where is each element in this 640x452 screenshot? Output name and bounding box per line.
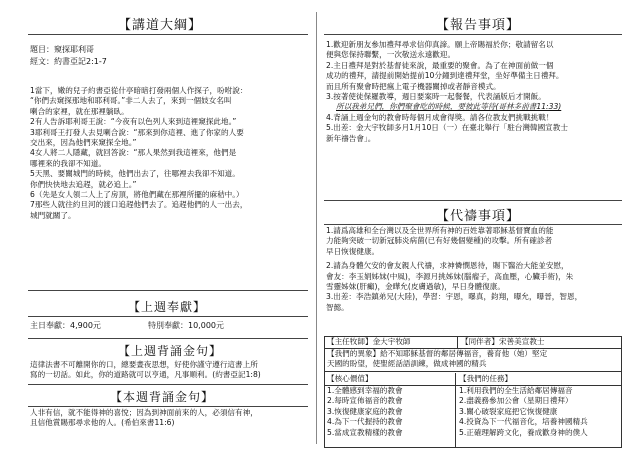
this-week-verse-header: 【本週背誦金句】	[110, 390, 215, 404]
divider	[28, 384, 308, 385]
special-offering-label: 特別奉獻：	[148, 321, 188, 330]
mission-item: 1.利用我們的全生活給鄰居傳福音	[459, 386, 573, 395]
list-header-divider	[325, 385, 621, 386]
passage-line: 喇合的家裡，就在那裡躺臥。	[30, 106, 129, 116]
prayer-line: 力能夠突破一切新冠肺炎病菌(已有好幾個變種)的攻擊。所有確診者	[326, 236, 553, 246]
announcements-header: 【報告事項】	[436, 18, 521, 33]
passage-line: 5天黑、要關城門的時候，他們出去了，往哪裡去我卻不知道。	[30, 169, 240, 179]
announcement-line: 4.背誦上週金句的教會時每個月成會得獎。請各位教友們挑戰挑戰！	[326, 112, 554, 122]
offering-header: 【上週奉獻】	[128, 300, 207, 314]
vision-line: 給不知耶穌基督的鄰居傳福音，養育他（她）堅定	[380, 349, 548, 358]
pastor-label: 【主任牧師】	[327, 337, 373, 346]
prayer-line: 會友：李玉娟姊妹(中風)，李源月挑姊妹(腦瘤子，高血壓，心臟手術)，朱	[326, 271, 574, 281]
passage-line: 3耶利哥王打發人去見喇合說：“那來到你這裡、進了你家的人要	[30, 127, 244, 137]
prayer-list	[326, 226, 582, 313]
announcement-line: 成功的禮拜，請提前開始提前10分鐘到達禮拜堂，坐好準備主日禮拜。	[326, 71, 564, 81]
divider	[324, 200, 622, 201]
core-values-header: 【核心價值】	[327, 374, 373, 383]
mission-item: 5.正確理解跨文化，養成歡身神的僕人	[459, 427, 588, 437]
passage-line: 哪裡來的我卻不知道。	[30, 158, 106, 168]
coworker	[461, 337, 545, 347]
sunday-offering	[30, 320, 101, 331]
passage-line: 4女人將二人隱藏，就回答說：“那人果然到我這裡來，他們是	[30, 148, 237, 158]
sermon-scripture: 經文：約書亞記2:1-7	[30, 57, 107, 66]
passage-line: 你們快快地去追趕，就必追上。”	[30, 179, 137, 189]
right-column	[318, 0, 640, 452]
mission-item: 3.關心破裂家庭把它恢復健康	[459, 406, 558, 416]
sunday-offering-label: 主日奉獻：	[30, 321, 70, 330]
pastor	[327, 337, 411, 347]
core-values-list	[327, 386, 403, 438]
left-column	[0, 0, 316, 452]
divider	[28, 338, 308, 339]
vision-label: 【我們的異象】	[327, 349, 381, 358]
passage-line: “你們去窺探那地和耶利哥。”非二人去了，來到一個妓女名叫	[30, 96, 232, 106]
prayer-line: 智懿。	[326, 302, 349, 312]
announcement-line: 3.按著使徒保羅教導，週日要案時一起餐餐，代表誦版后才開飯。	[326, 92, 546, 102]
mission-item: 4.投資為下一代福音化，培養神國精兵	[459, 417, 588, 427]
special-offering	[148, 320, 224, 331]
prayer-line: 雪靈姊妹(肝癲)，金曄允(皮膚過敏)，早日身體復康。	[326, 282, 505, 292]
value-item: 5.當成宣教精樣的教會	[327, 427, 403, 437]
verse-line: 且信他賞賜那尋求他的人。(希伯來書11:6)	[30, 418, 175, 428]
divider	[324, 224, 622, 225]
value-item: 3.恢復健康家庭的教會	[327, 406, 403, 416]
last-week-verse-header: 【上週背誦金句】	[118, 344, 223, 358]
verse-line: 寫的一切話。如此，你的道路就可以亨通，凡事順利。(約書亞記1:8)	[30, 370, 261, 380]
announcement-line: 5.出差：金大宇牧師多月1月10日（一）在臺北舉行「駐台灣韓國宣教士	[326, 123, 568, 133]
verse-line: 這律法書不可離開你的口，總要晝夜思想，好使你謹守遵行這書上所	[30, 360, 258, 369]
sermon-title: 題目：窺探耶利哥	[30, 45, 94, 54]
divider	[28, 316, 308, 317]
announcement-line: 便與您保持聯繫，一次敬送永遠歡迎。	[326, 50, 456, 60]
church-info-box	[324, 336, 622, 448]
pastor-name: 金大宇牧師	[372, 337, 411, 346]
passage-line: 6（先是女人領二人上了房頂，將他們藏在那裡所擺的麻秸中。）	[30, 190, 244, 200]
value-item: 4.為下一代握持的教會	[327, 417, 403, 427]
passage-line: 城門就關了。	[30, 210, 76, 220]
divider	[28, 290, 308, 291]
missions-list	[459, 386, 588, 438]
verse-line: 人非有信，就不能得神的喜悅；因為到神面前來的人，必須信有神，	[30, 408, 258, 417]
this-week-verse	[30, 408, 258, 429]
announcement-line: 1.歡迎新朋友參加禮拜尋求信仰真諦。願上帝賜福於你；敬請留名以	[326, 40, 554, 49]
passage-line: 1當下，嫩的兒子約書亞從什亭暗暗打發兩個人作探子，吩咐說：	[30, 86, 248, 95]
prayer-line: 早日恢復健康。	[326, 246, 380, 256]
missions-header: 【我們的任務】	[459, 374, 513, 383]
announcement-line: 新年禱告會」。	[326, 133, 376, 143]
special-offering-amount: 10,000元	[188, 321, 224, 330]
sunday-offering-amount: 4,900元	[70, 321, 101, 330]
value-item: 1.全體感到幸福的教會	[327, 386, 403, 395]
coworker-label: 【同伴者】	[461, 337, 499, 346]
prayer-line: 3.出差：李浩鎮弟兄(大陸)，學習：宇恩，曝真，鈞翔，曝允，曝晉，智恩，	[326, 292, 583, 302]
prayer-line: 2.請為身體欠安的會友親人代禱，求神憐憫恩待，賜下醫治大能並安慰，	[326, 261, 569, 271]
value-item: 2.每時宣佈福音的教會	[327, 396, 403, 406]
announcement-line: 而且所有聚會時把瘋上電子機器關掉或者靜音模式。	[326, 81, 501, 91]
vision-row	[325, 349, 621, 372]
column-divider	[316, 12, 317, 444]
prayer-header: 【代禱事項】	[436, 209, 521, 224]
passage-line: 交出來，因為他們來窺探全地。”	[30, 138, 137, 148]
divider	[28, 34, 308, 35]
cell-divider	[457, 337, 458, 348]
outline-header: 【講道大綱】	[118, 18, 203, 33]
sermon-passage	[30, 86, 247, 221]
coworker-name: 宋善美宣教士	[498, 337, 545, 346]
announcement-list	[326, 40, 568, 144]
passage-line: 2有人告訴耶利哥王說：“今夜有以色列人來到這裡窺探此地。”	[30, 117, 237, 127]
mission-item: 2.盡義務參加公會（星期日禮拜）	[459, 396, 573, 406]
announcement-line: 2.主日禮拜是對於基督徒來說，最重要的聚會。為了在神面前做一個	[326, 60, 554, 70]
announcement-highlight: 所以我弟兄們，你們聚會吃的時候，要彼此等待(哥林多前書11:33)	[336, 102, 562, 112]
divider	[28, 406, 308, 407]
prayer-line: 1.請爲高雄和全台灣以及全世界所有神的百姓靠著耶穌基督寶血的能	[326, 226, 554, 235]
vision	[327, 349, 547, 370]
leaders-row	[325, 337, 621, 349]
divider	[324, 34, 622, 35]
passage-line: 7那些人就往約旦河的渡口追趕他們去了。追趕他們的人一出去，	[30, 200, 248, 210]
last-week-verse	[30, 360, 261, 381]
vision-line: 天國的盼望，使聖經話語訓練，做成神國的精兵	[327, 359, 487, 369]
